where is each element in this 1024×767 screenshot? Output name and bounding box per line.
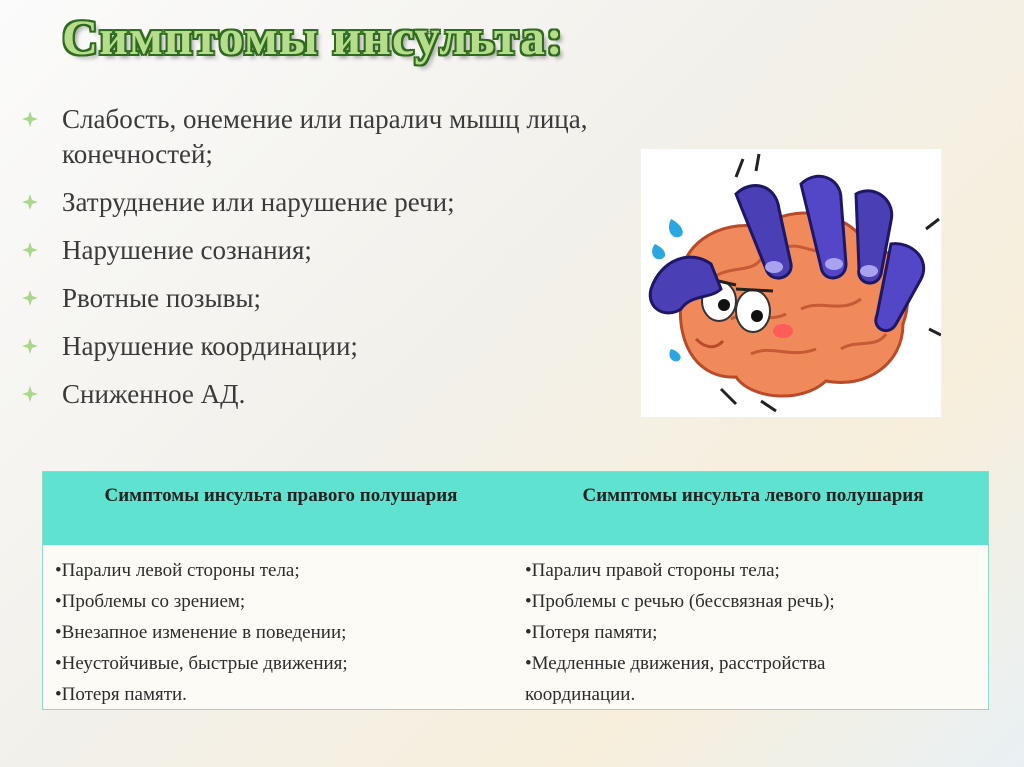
right-hemisphere-symptoms bbox=[55, 555, 348, 710]
list-item: •Потеря памяти; bbox=[525, 622, 658, 643]
header-right-hemisphere: Симптомы инсульта правого полушария bbox=[104, 485, 458, 506]
list-item bbox=[18, 281, 738, 316]
bullet-text: Сниженное АД. bbox=[62, 379, 246, 409]
diamond-bullet-icon bbox=[22, 242, 38, 258]
list-item: •Неустойчивые, быстрые движения; bbox=[55, 653, 348, 674]
list-item: •Проблемы со зрением; bbox=[55, 591, 246, 612]
header-left-hemisphere: Симптомы инсульта левого полушария bbox=[582, 485, 924, 506]
diamond-bullet-icon bbox=[22, 338, 38, 354]
list-item bbox=[18, 233, 738, 268]
list-item: •Паралич правой стороны тела; bbox=[525, 560, 780, 581]
diamond-bullet-icon bbox=[22, 290, 38, 306]
diamond-bullet-icon bbox=[22, 386, 38, 402]
diamond-bullet-icon bbox=[22, 194, 38, 210]
table-header bbox=[43, 472, 988, 545]
list-item: •Потеря памяти. bbox=[55, 684, 187, 705]
list-item: •Паралич левой стороны тела; bbox=[55, 560, 300, 581]
brain-illustration bbox=[641, 149, 941, 417]
list-item bbox=[18, 329, 738, 364]
list-item: •Проблемы с речью (бессвязная речь); bbox=[525, 591, 835, 612]
list-item bbox=[18, 185, 738, 220]
bullet-text: Затруднение или нарушение речи; bbox=[62, 187, 455, 217]
list-item: •Внезапное изменение в поведении; bbox=[55, 622, 347, 643]
slide-title: Симптомы инсульта: bbox=[62, 9, 564, 65]
list-item: •Медленные движения, расстройства bbox=[525, 653, 826, 674]
list-item bbox=[18, 102, 738, 172]
bullet-text: Слабость, онемение или паралич мышц лица, конечностей; bbox=[62, 104, 588, 169]
bullet-text: Нарушение сознания; bbox=[62, 235, 312, 265]
symptom-list bbox=[18, 102, 738, 425]
diamond-bullet-icon bbox=[22, 111, 38, 127]
left-hemisphere-symptoms bbox=[525, 555, 835, 710]
bullet-text: Рвотные позывы; bbox=[62, 283, 261, 313]
bullet-text: Нарушение координации; bbox=[62, 331, 358, 361]
hemisphere-symptoms-table bbox=[42, 471, 989, 710]
list-item: координации. bbox=[525, 684, 636, 705]
list-item bbox=[18, 377, 738, 412]
